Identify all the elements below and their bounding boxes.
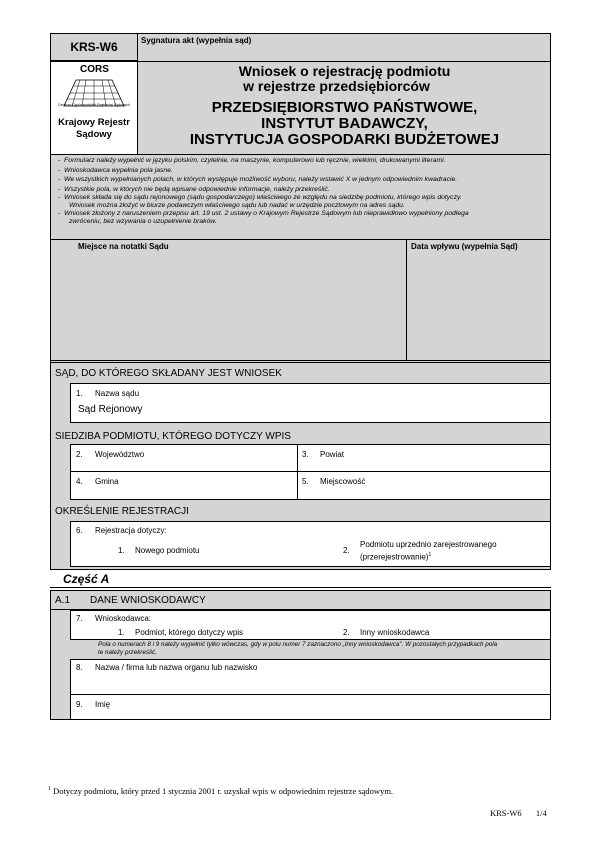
- field-number: 7.: [76, 614, 83, 623]
- new-entity-option[interactable]: Nowego podmiotu: [135, 546, 200, 555]
- court-name-field[interactable]: [70, 383, 551, 423]
- footnote: [48, 786, 393, 796]
- applicant-name-label: Nazwa / firma lub nazwa organu lub nazwisko: [95, 663, 258, 672]
- option-number: 1.: [118, 546, 125, 555]
- instruction-item-cont: zwróceniu, bez wzywania o uzupełnienie braków.: [69, 218, 217, 226]
- part-a-heading: Część A: [63, 572, 110, 586]
- section-registration-heading: OKREŚLENIE REJESTRACJI: [55, 506, 189, 517]
- title-line1: Wniosek o rejestrację podmiotu: [238, 63, 451, 79]
- option-number: 1.: [118, 628, 125, 637]
- instructions-list: [58, 156, 548, 226]
- field-number: 8.: [76, 663, 83, 672]
- a1-code: A.1: [55, 595, 71, 606]
- footnote-number: 1: [48, 786, 51, 793]
- field-number: 6.: [76, 526, 83, 535]
- applicant-first-name-field[interactable]: [70, 694, 551, 720]
- registry-name-line1: Krajowy Rejestr: [58, 117, 130, 128]
- page-footer: [490, 808, 547, 818]
- court-notes-divider: [406, 239, 407, 361]
- re-registration-label-line2: (przerejestrowanie)$^1$: [360, 552, 432, 562]
- option-number: 2.: [343, 628, 350, 637]
- subtitle-line1: PRZEDSIĘBIORSTWO PAŃSTWOWE,: [211, 99, 478, 116]
- instruction-item-cont: Wniosek można złożyć w biurze podawczym właściwego sądu lub nadać w urzędzie pocztowym na adres sądu.: [69, 202, 405, 210]
- court-name-label: Nazwa sądu: [95, 389, 140, 398]
- field-number: 4.: [76, 477, 83, 486]
- instruction-item: - We wszystkich wypełnianych polach, w których występuje możliwość wyboru, należy wstawić X w jednym odpowiednim kwadracie.: [58, 176, 458, 184]
- form-code-cell: [50, 33, 138, 61]
- court-notes-box: [50, 239, 551, 361]
- receipt-date-label: Data wpływu (wypełnia Sąd): [411, 242, 518, 251]
- form-code: KRS-W6: [70, 40, 118, 54]
- applicant-first-name-label: Imię: [95, 700, 111, 709]
- logo-subtext: Centrum Ogólnopolskich Rejestrów Sądowych: [58, 103, 130, 107]
- applicant-note-line1: Pola o numerach 8 i 9 należy wypełnić tylko wówczas, gdy w polu numer 7 zaznaczono „Inny wnioskodawca". W pozostałych przypadkach pola: [98, 641, 498, 648]
- applicant-other-option[interactable]: Inny wnioskodawca: [360, 628, 430, 637]
- registration-type-label: Rejestracja dotyczy:: [95, 526, 167, 535]
- commune-label: Gmina: [95, 477, 119, 486]
- instruction-item: - Formularz należy wypełnić w języku polskim, czytelnie, na maszynie, komputerowo lub ręcznie, wielkimi, drukowanymi literami.: [58, 157, 446, 164]
- subtitle-line3: INSTYTUCJA GOSPODARKI BUDŻETOWEJ: [189, 131, 500, 148]
- footnote-text: Dotyczy podmiotu, który przed 1 stycznia 2001 r. uzyskał wpis w odpowiednim rejestrze sądowym.: [53, 786, 394, 796]
- instruction-item: - Wnioskodawca wypełnia pola jasne.: [58, 166, 173, 174]
- title-block: [138, 64, 551, 148]
- voivodeship-label: Województwo: [95, 450, 145, 459]
- instruction-item: - Wniosek złożony z naruszeniem przepisu art. 19 ust. 2 ustawy o Krajowym Rejestrze Sądowym lub nieprawidłowo wypełniony podlega: [58, 210, 469, 218]
- field-number: 9.: [76, 700, 83, 709]
- section-court-heading: SĄD, DO KTÓREGO SKŁADANY JEST WNIOSEK: [55, 368, 282, 379]
- signature-label: Sygnatura akt (wypełnia sąd): [141, 36, 252, 45]
- field-number: 2.: [76, 450, 83, 459]
- section-seat-heading: SIEDZIBA PODMIOTU, KTÓREGO DOTYCZY WPIS: [55, 431, 291, 442]
- registry-name-line2: Sądowy: [76, 129, 112, 140]
- part-a-underline: [50, 587, 551, 588]
- applicant-entity-option[interactable]: Podmiot, którego dotyczy wpis: [135, 628, 244, 637]
- applicant-type-label: Wnioskodawca:: [95, 614, 152, 623]
- county-label: Powiat: [320, 450, 345, 459]
- re-registration-label-line1: Podmiotu uprzednio zarejestrowanego: [360, 540, 497, 549]
- subtitle-line2: INSTYTUT BADAWCZY,: [261, 115, 428, 132]
- logo-text: CORS: [80, 64, 109, 75]
- a1-title: DANE WNIOSKODAWCY: [90, 595, 206, 606]
- court-name-value[interactable]: Sąd Rejonowy: [78, 404, 143, 415]
- footnote-marker: 1: [428, 552, 432, 558]
- court-notes-label: Miejsce na notatki Sądu: [78, 242, 169, 251]
- page-number: 1/4: [535, 808, 547, 818]
- signature-divider: [138, 61, 551, 62]
- locality-label: Miejscowość: [320, 477, 366, 486]
- title-line2: w rejestrze przedsiębiorców: [243, 78, 430, 94]
- field-number: 3.: [302, 450, 309, 459]
- option-number: 2.: [343, 546, 350, 555]
- footer-form-code: KRS-W6: [490, 808, 522, 818]
- re-registration-option[interactable]: [360, 540, 497, 563]
- applicant-note-line2: te należy przekreślić.: [98, 649, 157, 656]
- instruction-item: - Wszystkie pola, w których nie będą wpisane odpowiednie informacje, należy przekreślić.: [58, 185, 330, 193]
- field-number: 1.: [76, 389, 83, 398]
- instruction-item: - Wniosek składa się do sądu rejonowego (sądu gospodarczego) właściwego ze względu na siedzibę podmiotu, którego wpis dotyczy.: [58, 194, 462, 202]
- applicant-note: [98, 641, 548, 657]
- field-number: 5.: [302, 477, 309, 486]
